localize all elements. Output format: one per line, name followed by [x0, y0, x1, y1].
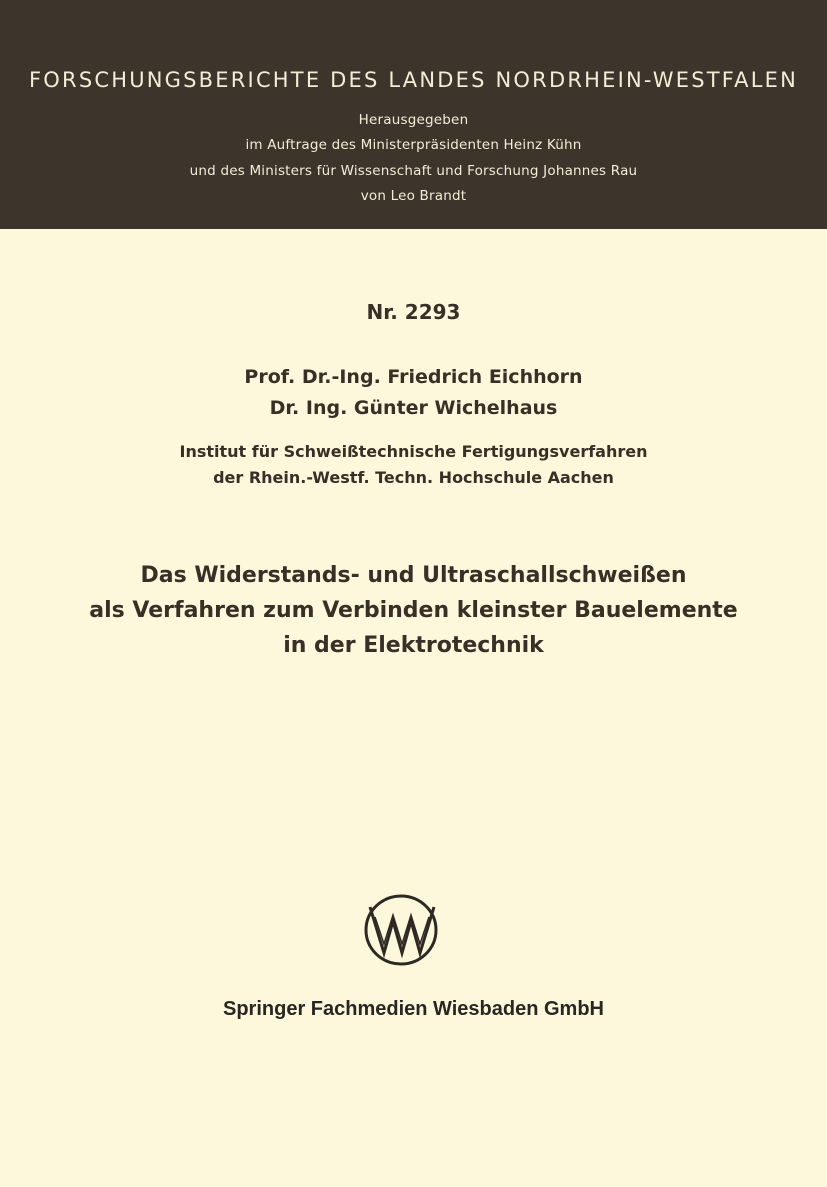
- author-name: Prof. Dr.-Ing. Friedrich Eichhorn: [244, 366, 583, 388]
- editor-line: von Leo Brandt: [360, 188, 467, 204]
- author-name: Dr. Ing. Günter Wichelhaus: [269, 397, 558, 419]
- series-title: FORSCHUNGSBERICHTE DES LANDES NORDRHEIN-WESTFALEN: [29, 68, 798, 92]
- editor-line: im Auftrage des Ministerpräsidenten Heinz Kühn: [245, 137, 582, 153]
- institute-line: der Rhein.-Westf. Techn. Hochschule Aachen: [213, 468, 614, 487]
- report-number: Nr. 2293: [366, 300, 461, 324]
- report-title-line: als Verfahren zum Verbinden kleinster Bauelemente: [89, 598, 738, 623]
- report-title-line: in der Elektrotechnik: [283, 633, 544, 658]
- publisher-name: Springer Fachmedien Wiesbaden GmbH: [222, 998, 604, 1020]
- editor-line: Herausgegeben: [358, 112, 469, 128]
- report-title-line: Das Widerstands- und Ultraschallschweißen: [140, 563, 687, 588]
- publisher-logo-icon: [363, 893, 439, 967]
- series-header: [0, 0, 827, 229]
- editor-line: und des Ministers für Wissenschaft und Forschung Johannes Rau: [189, 163, 638, 179]
- institute-line: Institut für Schweißtechnische Fertigungsverfahren: [179, 442, 648, 461]
